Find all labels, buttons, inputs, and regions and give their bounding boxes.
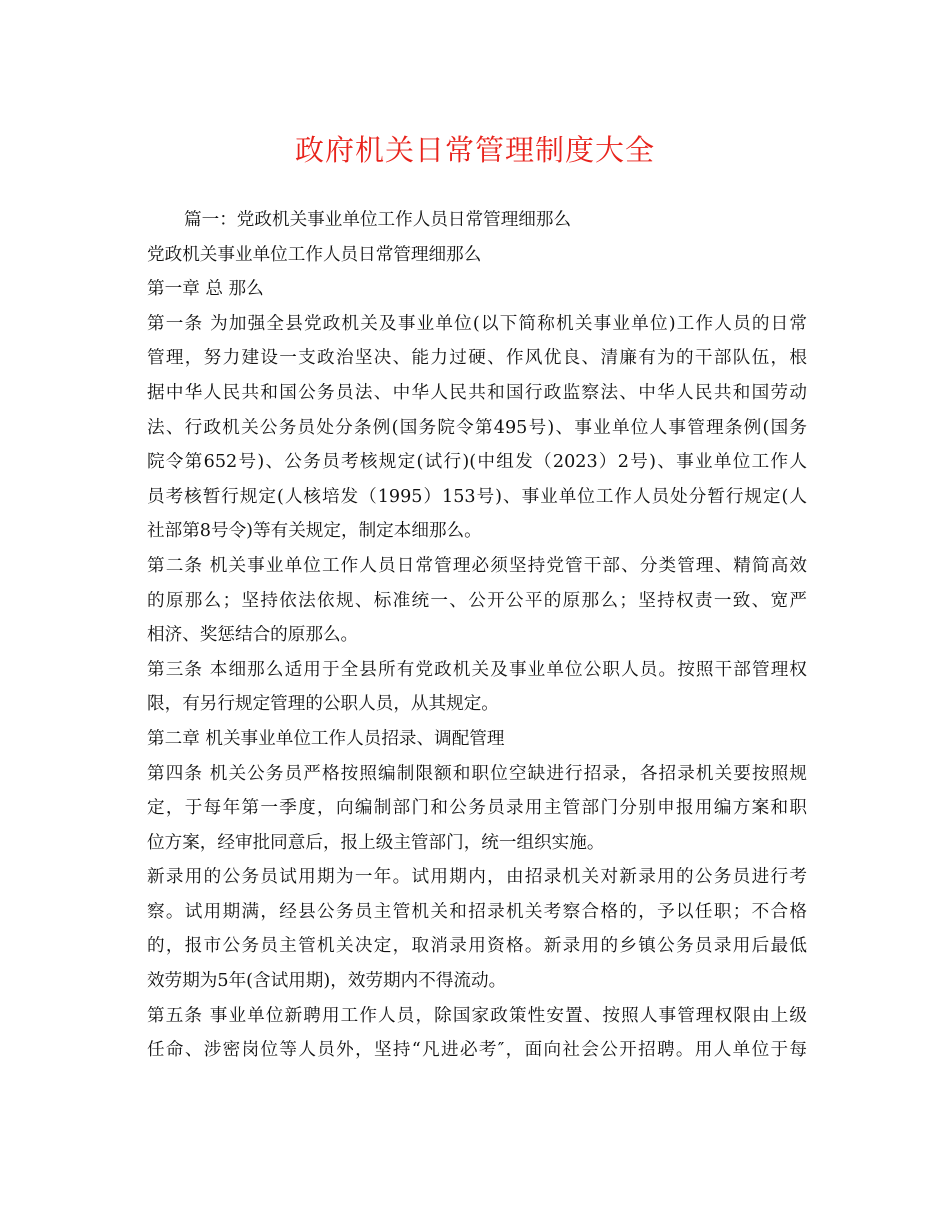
paragraph-line: 第一条 为加强全县党政机关及事业单位(以下简称机关事业单位)工作人员的日常 [147, 313, 807, 334]
document-title: 政府机关日常管理制度大全 [294, 133, 655, 167]
document-body [147, 203, 807, 1068]
paragraph-line: 新录用的公务员试用期为一年。试用期内，由招录机关对新录用的公务员进行考 [147, 867, 807, 888]
paragraph-line: 管理，努力建设一支政治坚决、能力过硬、作风优良、清廉有为的干部队伍，根 [147, 348, 807, 369]
paragraph-line: 第一章 总 那么 [147, 279, 264, 300]
paragraph-line: 位方案，经审批同意后，报上级主管部门，统一组织实施。 [147, 832, 605, 853]
paragraph-line: 第四条 机关公务员严格按照编制限额和职位空缺进行招录，各招录机关要按照规 [147, 763, 807, 784]
paragraph-line: 据中华人民共和国公务员法、中华人民共和国行政监察法、中华人民共和国劳动 [147, 382, 807, 403]
paragraph-line: 的，报市公务员主管机关决定，取消录用资格。新录用的乡镇公务员录用后最低 [147, 936, 807, 957]
paragraph-line: 党政机关事业单位工作人员日常管理细那么 [147, 244, 482, 265]
paragraph-line: 员考核暂行规定(人核培发（1995）153号)、事业单位工作人员处分暂行规定(人 [147, 486, 807, 507]
paragraph-line: 定，于每年第一季度，向编制部门和公务员录用主管部门分别申报用编方案和职 [147, 798, 807, 819]
paragraph-line: 院令第652号)、公务员考核规定(试行)(中组发（2023）2号)、事业单位工作人 [147, 452, 807, 473]
paragraph-line: 效劳期为5年(含试用期)，效劳期内不得流动。 [147, 971, 507, 992]
paragraph-line: 第二章 机关事业单位工作人员招录、调配管理 [147, 728, 505, 749]
paragraph-line: 第五条 事业单位新聘用工作人员，除国家政策性安置、按照人事管理权限由上级 [147, 1005, 807, 1026]
paragraph-line: 限，有另行规定管理的公职人员，从其规定。 [147, 694, 499, 715]
paragraph-line: 的原那么；坚持依法依规、标准统一、公开公平的原那么；坚持权责一致、宽严 [147, 590, 807, 611]
paragraph-line: 法、行政机关公务员处分条例(国务院令第495号)、事业单位人事管理条例(国务 [147, 417, 807, 438]
paragraph-line: 相济、奖惩结合的原那么。 [147, 625, 359, 646]
paragraph-line: 任命、涉密岗位等人员外，坚持“凡进必考″，面向社会公开招聘。用人单位于每 [147, 1040, 807, 1061]
paragraph-line: 社部第8号令)等有关规定，制定本细那么。 [147, 521, 482, 542]
paragraph-line: 察。试用期满，经县公务员主管机关和招录机关考察合格的，予以任职；不合格 [147, 901, 807, 922]
paragraph-line: 第三条 本细那么适用于全县所有党政机关及事业单位公职人员。按照干部管理权 [147, 659, 807, 680]
paragraph-line: 第二条 机关事业单位工作人员日常管理必须坚持党管干部、分类管理、精简高效 [147, 555, 807, 576]
paragraph-line: 篇一：党政机关事业单位工作人员日常管理细那么 [184, 210, 572, 230]
